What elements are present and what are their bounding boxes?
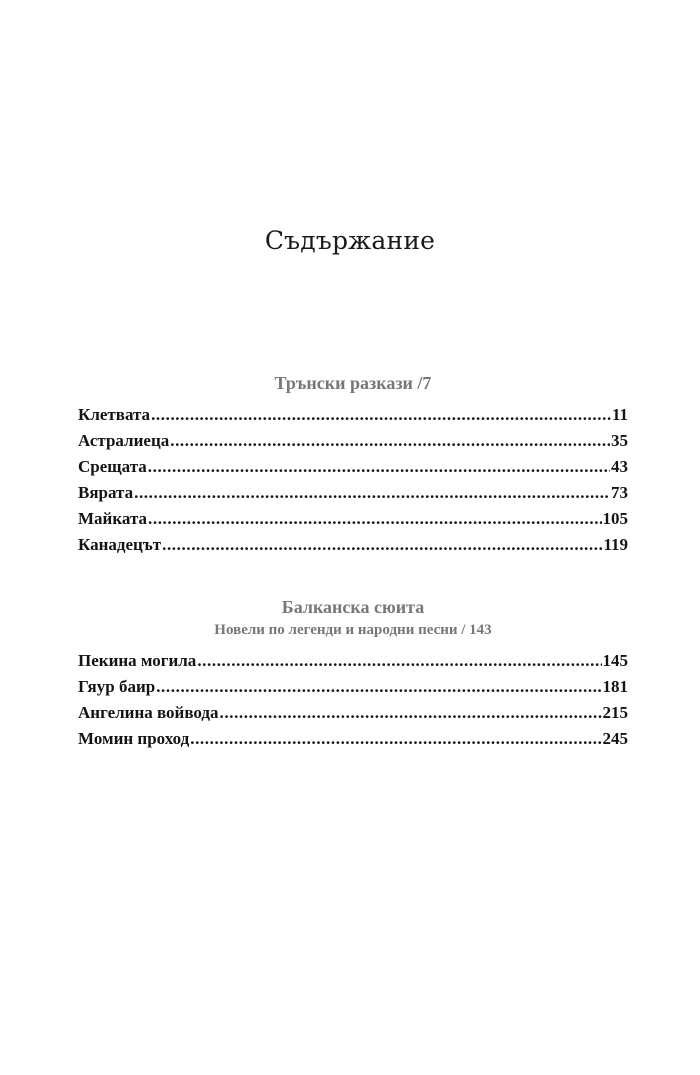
toc-entry-page: 119 [603, 535, 628, 554]
dot-leader [156, 677, 601, 697]
toc-entry[interactable] [78, 651, 628, 677]
toc-entry-title: Пекина могила [78, 651, 197, 670]
toc-entry-title: Вярата [78, 483, 134, 502]
toc-entry-page: 73 [611, 483, 628, 502]
toc-entry-page: 245 [602, 729, 628, 748]
dot-leader [162, 535, 602, 555]
toc-entry-title: Ангелина войвода [78, 703, 219, 722]
toc-entry-title: Майката [78, 509, 147, 528]
section-subheading: Новели по легенди и народни песни / 143 [214, 622, 492, 638]
dot-leader [151, 405, 611, 425]
toc-entry-page: 11 [611, 405, 628, 424]
dot-leader [134, 483, 610, 503]
toc-entry-page: 35 [611, 431, 628, 450]
toc-entry-title: Канадецът [78, 535, 162, 554]
dot-leader [148, 509, 602, 529]
dot-leader [190, 729, 601, 749]
toc-list [78, 405, 628, 561]
toc-section-balkanska-syuita [78, 596, 628, 755]
toc-list [78, 651, 628, 755]
toc-entry[interactable] [78, 405, 628, 431]
page-title: Съдържание [264, 226, 436, 255]
toc-entry-title: Момин проход [78, 729, 190, 748]
dot-leader [220, 703, 602, 723]
section-heading: Балканска сюита [281, 597, 425, 617]
toc-entry-page: 181 [602, 677, 628, 696]
toc-entry[interactable] [78, 457, 628, 483]
toc-entry[interactable] [78, 677, 628, 703]
toc-entry-title: Срещата [78, 457, 147, 476]
toc-entry-page: 145 [602, 651, 628, 670]
toc-entry-page: 43 [611, 457, 628, 476]
toc-entry[interactable] [78, 703, 628, 729]
toc-entry[interactable] [78, 509, 628, 535]
section-heading: Трънски разкази /7 [274, 373, 432, 393]
toc-entry-page: 105 [602, 509, 628, 528]
toc-section-trunski-razkazi [78, 372, 628, 561]
toc-entry[interactable] [78, 729, 628, 755]
toc-entry-page: 215 [602, 703, 628, 722]
toc-entry-title: Гяур баир [78, 677, 156, 696]
dot-leader [197, 651, 601, 671]
toc-entry[interactable] [78, 431, 628, 457]
toc-entry-title: Клетвата [78, 405, 151, 424]
dot-leader [170, 431, 610, 451]
dot-leader [148, 457, 610, 477]
toc-entry[interactable] [78, 483, 628, 509]
toc-entry-title: Астралиеца [78, 431, 170, 450]
toc-entry[interactable] [78, 535, 628, 561]
